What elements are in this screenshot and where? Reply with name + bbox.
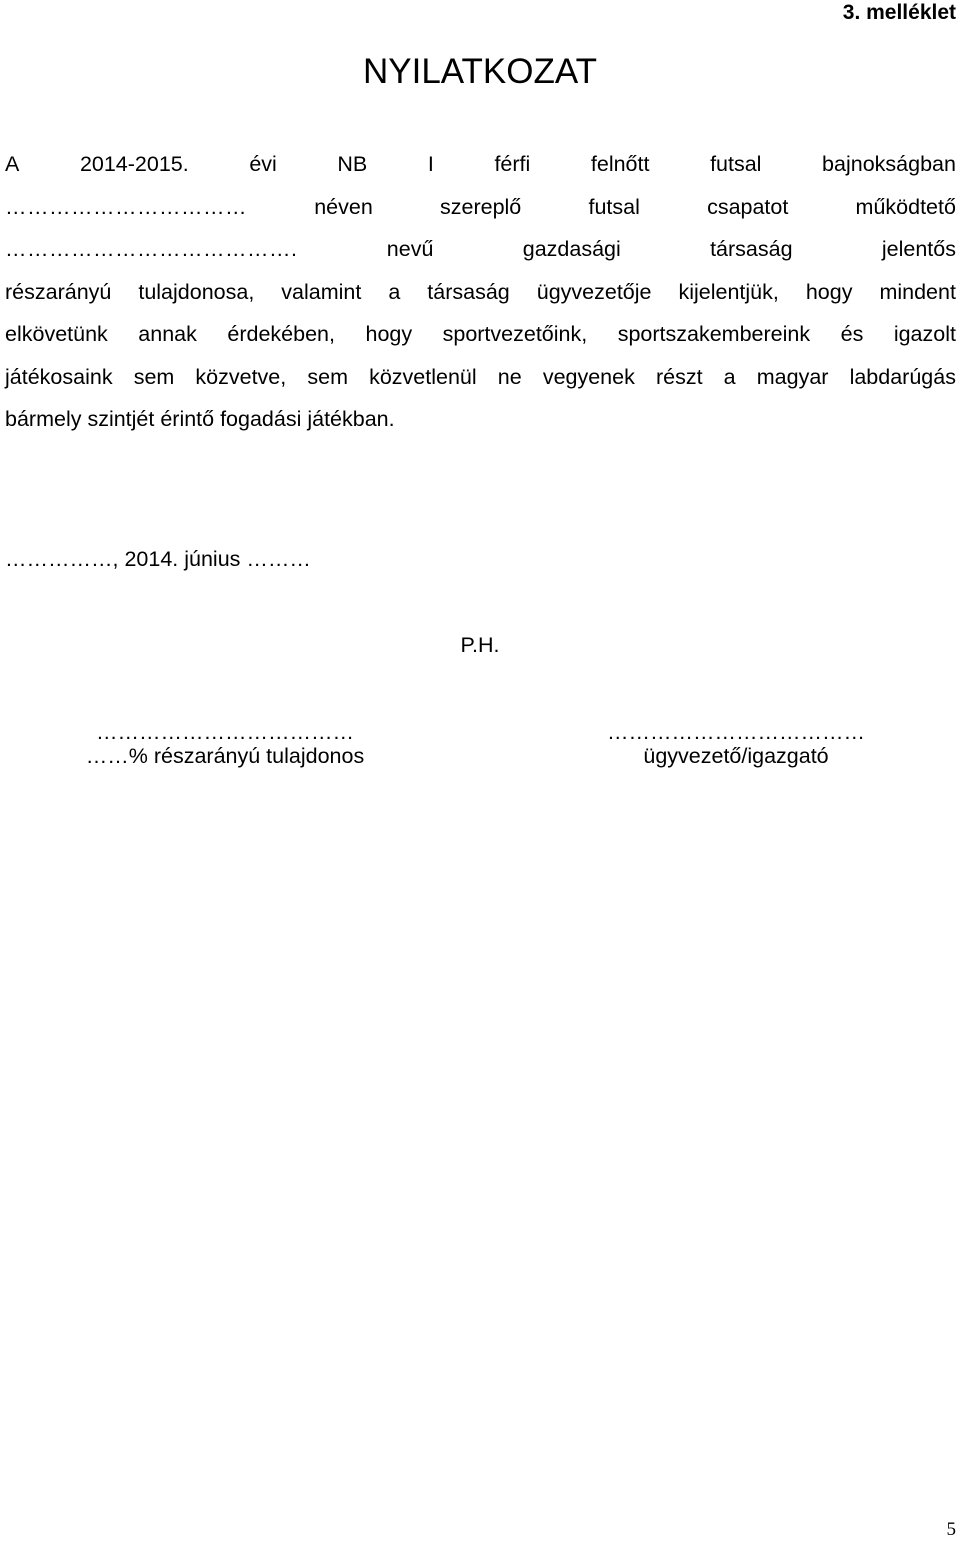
paragraph-line-4: [5, 277, 956, 307]
paragraph-line-1: [5, 149, 956, 179]
word: sem: [307, 365, 348, 389]
word: részarányú: [5, 280, 112, 304]
word: játékosaink: [5, 365, 113, 389]
word: közvetlenül: [369, 365, 477, 389]
word: igazolt: [893, 322, 956, 346]
word: ne: [497, 365, 522, 389]
paragraph-line-5: [5, 319, 956, 349]
word: nevű: [386, 237, 434, 261]
signature-left-role: ……% részarányú tulajdonos: [85, 744, 365, 768]
word: néven: [314, 195, 373, 219]
word: évi: [249, 152, 277, 176]
word: kijelentjük,: [678, 280, 779, 304]
word: gazdasági: [522, 237, 621, 261]
word: felnőtt: [590, 152, 650, 176]
word: hogy: [365, 322, 413, 346]
word: futsal: [710, 152, 762, 176]
word: jelentős: [881, 237, 956, 261]
stamp-label: P.H.: [460, 633, 500, 657]
word: elkövetünk: [5, 322, 108, 346]
signature-right-dots: ………………………………: [607, 720, 865, 744]
date-line: ……………, 2014. június ………: [5, 547, 311, 571]
word: férfi: [494, 152, 531, 176]
word: szereplő: [440, 195, 522, 219]
word: sem: [133, 365, 175, 389]
word: és: [840, 322, 864, 346]
word: mindent: [879, 280, 956, 304]
word: sportszakembereink: [617, 322, 811, 346]
word: a: [723, 365, 736, 389]
company-name-blank: ………………………………….: [5, 237, 298, 261]
word: vegyenek: [542, 365, 635, 389]
paragraph-line-7: bármely szintjét érintő fogadási játékban.: [5, 407, 395, 431]
word: a: [388, 280, 401, 304]
word: annak: [138, 322, 197, 346]
word: társaság: [710, 237, 793, 261]
word: NB: [337, 152, 368, 176]
word: részt: [655, 365, 703, 389]
word: sportvezetőink,: [442, 322, 588, 346]
paragraph-line-2: [5, 192, 956, 222]
page-number: 5: [946, 1519, 956, 1540]
paragraph-line-3: [5, 234, 956, 264]
signature-right-role: ügyvezető/igazgató: [643, 744, 829, 768]
team-name-blank: ……………………………: [5, 195, 247, 219]
word: közvetve,: [195, 365, 287, 389]
word: csapatot: [707, 195, 789, 219]
annex-label: 3. melléklet: [842, 1, 956, 24]
word: A: [5, 152, 20, 176]
word: érdekében,: [227, 322, 335, 346]
paragraph-line-6: [5, 362, 956, 392]
word: 2014-2015.: [79, 152, 189, 176]
word: ügyvezetője: [536, 280, 652, 304]
word: magyar: [756, 365, 829, 389]
word: működtető: [855, 195, 956, 219]
word: labdarúgás: [849, 365, 956, 389]
word: I: [427, 152, 434, 176]
signature-left-dots: ………………………………: [96, 720, 354, 744]
word: tulajdonosa,: [138, 280, 255, 304]
word: futsal: [588, 195, 640, 219]
document-title: NYILATKOZAT: [362, 52, 597, 91]
word: bajnokságban: [822, 152, 956, 176]
word: valamint: [281, 280, 362, 304]
word: társaság: [427, 280, 510, 304]
word: hogy: [805, 280, 853, 304]
